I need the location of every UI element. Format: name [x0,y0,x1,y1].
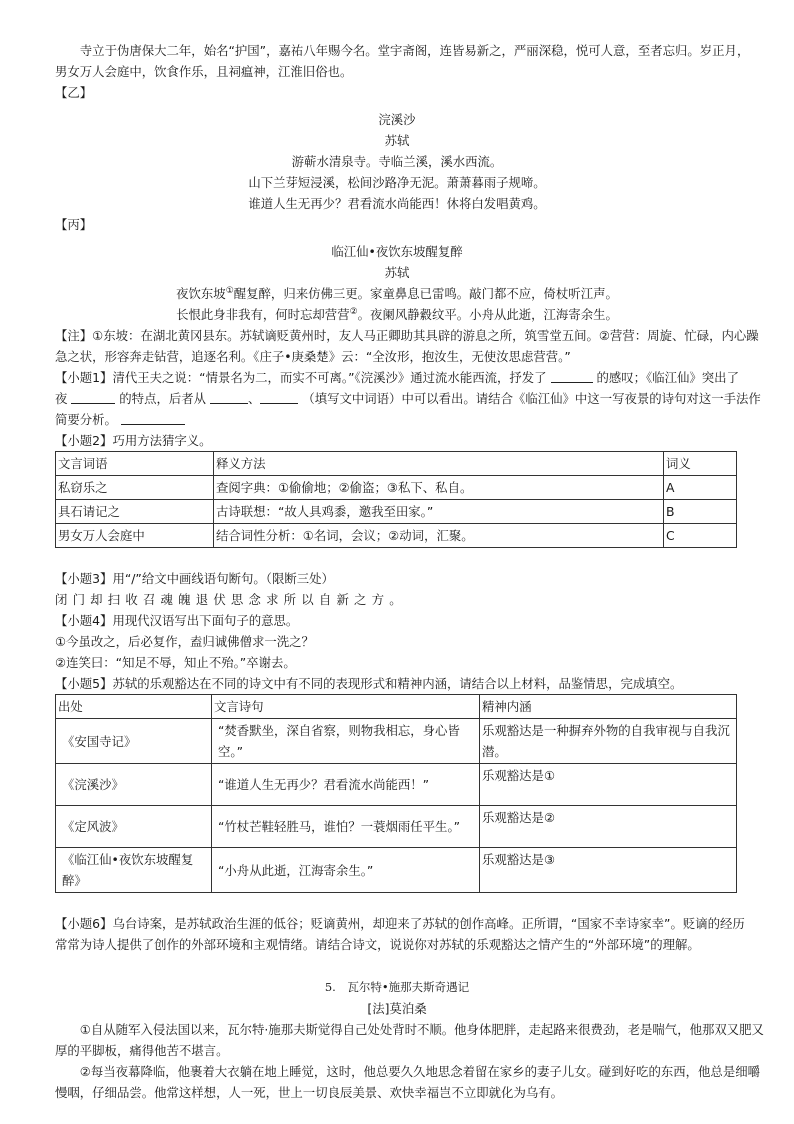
table-row [56,806,737,848]
poem-yi-line-2: 山下兰芽短浸溪，松间沙路净无泥。萧萧暮雨子规啼。 [248,175,546,190]
table-cell: C [664,524,737,548]
poem-yi-author: 苏轼 [384,133,410,148]
question-6-line-2: 常常为诗人提供了创作的外部环境和主观情绪。请结合诗文，说说你对苏轼的乐观豁达之情产生的“外部环境”的理解。 [55,937,700,952]
poem-bing-author: 苏轼 [384,265,410,280]
cell-text: 《浣溪沙》 [62,777,124,792]
table-cell: 乐观豁达是一种摒弃外物的自我审视与自我沉潜。 [480,719,737,764]
section-5-paragraph-2-line-1: ②每当夜幕降临，他裹着大衣躺在地上睡觉，这时，他总要久久地思念着留在家乡的妻子儿女。碰到好吃的东西，他总是细嚼 [79,1064,760,1079]
table-row [56,719,737,764]
answer-blank-1[interactable] [551,370,593,383]
table-cell [56,719,212,764]
question-1-line-2 [55,388,761,409]
section-marker-bing: 【丙】 [55,217,93,232]
table-header-cell: 文言诗句 [212,695,480,719]
cell-text: “竹杖芒鞋轻胜马，谁怕？一蓑烟雨任平生。” [218,819,461,834]
table-header-cell: 释义方法 [214,452,664,476]
table-header-cell: 文言词语 [56,452,214,476]
footnote-marker-2: ② [349,307,358,317]
table-cell: 查阅字典：①偷偷地；②偷盗；③私下、私自。 [214,476,664,500]
table-cell [56,848,212,893]
question-1-line-1 [55,367,739,388]
spirit-analysis-table [55,694,737,893]
section-5-author: [法]莫泊桑 [367,1001,427,1016]
cell-text: 《安国寺记》 [62,733,137,749]
answer-blank-2[interactable] [71,391,115,404]
question-3-sentence: 闭门却扫收召魂魄退伏思念求所以自新之方。 [55,592,407,607]
table-cell: 私窃乐之 [56,476,214,500]
table-cell[interactable]: 乐观豁达是③ [480,848,737,893]
question-1-text-f: （填写文中词语）中可以看出。请结合《临江仙》中这一写夜景的诗句对这一手法作 [302,391,761,406]
section-5-paragraph-1-line-2: 厚的平脚板，痛得他苦不堪言。 [55,1043,229,1058]
poem-bing-line-1 [55,283,739,304]
question-5-title: 【小题5】苏轼的乐观豁达在不同的诗文中有不同的表现形式和精神内涵，请结合以上材料，品鉴情思，完成填空。 [55,676,683,691]
question-4-title: 【小题4】用现代汉语写出下面句子的意思。 [55,613,299,628]
table-cell[interactable]: 乐观豁达是① [480,764,737,806]
section-5-title: 5. 瓦尔特•施那夫斯奇遇记 [324,980,470,994]
poem-bing-line-2-part-b: 。夜阑风静縠纹平。小舟从此逝，江海寄余生。 [357,307,618,322]
table-cell[interactable]: 乐观豁达是② [480,806,737,848]
passage-jia-line-1: 寺立于伪唐保大二年，始名“护国”，嘉祐八年赐今名。堂宇斋阁，连皆易新之，严丽深稳，悦可人意，至者忘归。岁正月， [79,43,750,58]
table-cell [56,806,212,848]
table-row [56,764,737,806]
section-marker-yi: 【乙】 [55,85,93,100]
document-page [55,40,764,1103]
section-5-paragraph-1-line-1: ①自从随军入侵法国以来，瓦尔特·施那夫斯觉得自己处处背时不顺。他身体肥胖，走起路来很费劲，老是喘气，他那双又肥又 [79,1022,764,1037]
cell-text: “谁道人生无再少？君看流水尚能西！” [218,777,430,792]
question-3-title: 【小题3】用“/”给文中画线语句断句。（限断三处） [55,571,334,586]
table-cell [56,764,212,806]
table-row [56,500,737,524]
poem-bing-line-1-part-a: 夜饮东坡 [176,286,226,301]
table-header-cell: 出处 [56,695,212,719]
answer-blank-5[interactable] [121,412,185,425]
notes-line-2: 急之状，形容奔走钻营，追逐名利。《庄子•庚桑楚》云：“全汝形，抱汝生，无使汝思虑营营。” [55,349,571,364]
table-cell: 男女万人会庭中 [56,524,214,548]
question-4-sentence-1: ①今虽改之，后必复作，盍归诚佛僧求一洗之？ [55,634,314,649]
question-1-text-c: 夜 [55,391,68,406]
cell-text: 《临江仙•夜饮东坡醒复醉》 [62,852,194,888]
table-row [56,848,737,893]
question-2-title: 【小题2】巧用方法猜字义。 [55,433,212,448]
table-header-cell: 词义 [664,452,737,476]
poem-bing-line-2-part-a: 长恨此身非我有，何时忘却营营 [176,307,350,322]
question-1-text-a: 【小题1】清代王夫之说：“情景名为二，而实不可离。”《浣溪沙》通过流水能西流，抒发了 [55,370,547,385]
question-1-text-e: 、 [247,391,261,406]
poem-bing-title: 临江仙•夜饮东坡醒复醉 [331,244,463,259]
table-header-row [56,452,737,476]
table-cell: A [664,476,737,500]
section-5-paragraph-2-line-2: 慢咽，仔细品尝。他常这样想，人一死，世上一切良辰美景、欢快幸福岂不立即就化为乌有。 [55,1085,564,1100]
table-cell [212,806,480,848]
table-header-cell: 精神内涵 [480,695,737,719]
table-row [56,524,737,548]
cell-text: “焚香默坐，深自省察，则物我相忘，身心皆空。” [218,723,460,759]
poem-bing-line-2 [55,304,739,325]
cell-text: 《定风波》 [62,819,124,834]
table-cell [212,719,480,764]
answer-blank-4[interactable] [260,391,298,404]
table-cell [212,848,480,893]
poem-yi-line-3: 谁道人生无再少？君看流水尚能西！休将白发唱黄鸡。 [248,196,546,211]
question-6-line-1: 【小题6】乌台诗案，是苏轼政治生涯的低谷；贬谪黄州，却迎来了苏轼的创作高峰。正所谓，“国家不幸诗家幸”。贬谪的经历 [55,916,745,931]
table-header-row [56,695,737,719]
cell-text: “小舟从此逝，江海寄余生。” [218,862,374,878]
table-cell: 具石请记之 [56,500,214,524]
table-cell: 古诗联想：“故人具鸡黍，邀我至田家。” [214,500,664,524]
question-1-text-b: 的感叹；《临江仙》突出了 [596,370,739,385]
question-4-sentence-2: ②连笑曰：“知足不辱，知止不殆。”卒谢去。 [55,655,296,670]
question-1-text-d: 的特点，后者从 [119,391,207,406]
question-1-line-3 [55,409,739,430]
notes-line-1: 【注】①东坡：在湖北黄冈县东。苏轼谪贬黄州时，友人马正卿助其具辟的游息之所，筑雪堂五间。②营营：周旋、忙碌，内心躁 [55,328,759,343]
question-1-text-g: 简要分析。 [55,412,117,427]
answer-blank-3[interactable] [210,391,248,404]
table-cell: 结合词性分析：①名词，会议；②动词，汇聚。 [214,524,664,548]
passage-jia-line-2: 男女万人会庭中，饮食作乐，且祠瘟神，江淮旧俗也。 [55,64,353,79]
table-row [56,476,737,500]
table-cell: B [664,500,737,524]
poem-yi-title: 浣溪沙 [378,112,416,127]
poem-yi-line-1: 游蕲水清泉寺。寺临兰溪，溪水西流。 [291,154,503,169]
table-cell [212,764,480,806]
footnote-marker-1: ① [225,286,234,296]
poem-bing-line-1-part-b: 醒复醉，归来仿佛三更。家童鼻息已雷鸣。敲门都不应，倚杖听江声。 [233,286,618,301]
word-meaning-table [55,451,737,548]
